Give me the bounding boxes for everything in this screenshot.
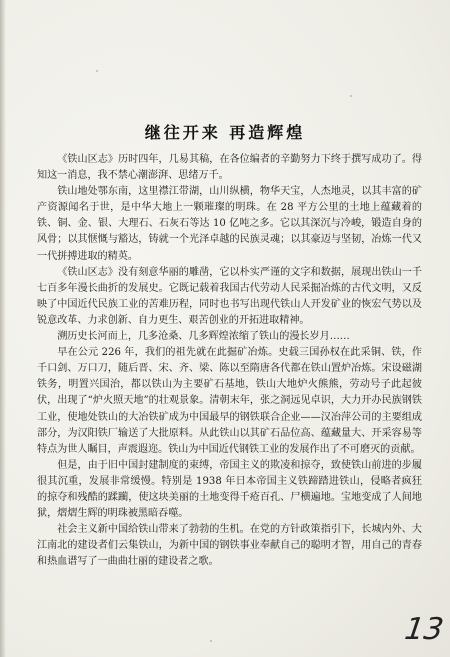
scan-speck [96, 70, 98, 72]
body-text [37, 152, 422, 570]
paragraph: 溯历史长河而上，几多沧桑、几多辉煌浓缩了铁山的漫长岁月…… [57, 331, 350, 343]
paragraph: 但是，由于旧中国封建制度的束缚，帝国主义的欺凌和掠夺，致使铁山前进的步履很其沉重，发展非常缓慢。特别是 1938 年日本帝国主义铁蹄踏进铁山，侵略者疯狂的掠夺和残酷的蹂躏，使这块美丽的土地变得千疮百孔、尸横遍地。宝地变成了人间地狱，熠熠生辉的明珠被黑暗吞噬。 [37, 459, 422, 520]
paragraph: 早在公元 226 年，我们的祖先就在此掘矿冶炼。史载三国孙权在此采铜、铁，作千口剑、万口刀，随后晋、宋、齐、梁、陈以至隋唐各代都在铁山置炉冶炼。宋设磁湖铁务，明置兴国治，都以铁山为主要矿石基地，铁山大地炉火熊熊，劳动号子此起彼伏，出现了“炉火照天地”的壮观景象。清朝末年，张之洞远见卓识，大力开办民族钢铁工业，使地处铁山的大冶铁矿成为中国最早的钢铁联合企业——汉冶萍公司的主要组成部分，为汉阳铁厂输送了大批原料。从此铁山以其矿石品位高、蕴藏量大、开采容易等特点为世人瞩目，声震遐迩。铁山为中国近代钢铁工业的发展作出了不可磨灭的贡献。 [37, 347, 422, 455]
page-edge-shadow [0, 0, 6, 657]
scan-speck [210, 640, 212, 642]
paragraph: 社会主义新中国给铁山带来了勃勃的生机。在党的方针政策指引下，长城内外、大江南北的建设者们云集铁山，为新中国的钢铁事业奉献自己的聪明才智，用自己的青春和热血谱写了一曲曲壮丽的建设者之歌。 [37, 524, 422, 568]
page-title: 继往开来 再造辉煌 [144, 123, 306, 142]
paragraph: 《铁山区志》没有刻意华丽的雕凿，它以朴实严谨的文字和数据，展现出铁山一千七百多年漫长曲折的发展史。它既记载着我国古代劳动人民采掘冶炼的古代文明，又反映了中国近代民族工业的苦难历程，同时也书写出现代铁山人开发矿业的恢宏气势以及锐意改革、力求创新、自力更生、艰苦创业的开拓进取精神。 [37, 266, 422, 326]
page-number: 13 [402, 612, 446, 647]
paragraph: 《铁山区志》历时四年，几易其稿，在各位编者的辛勤努力下终于撰写成功了。得知这一消息，我不禁心潮澎湃、思绪万千。 [37, 154, 422, 182]
paragraph: 铁山地处鄂东南，这里襟江带湖，山川纵横，物华天宝，人杰地灵，以其丰富的矿产资源闻名于世，是中华大地上一颗璀璨的明珠。在 28 平方公里的土地上蕴藏着的铁、铜、金、银、大理石、石灰石等达 10 亿吨之多。它以其深沉与冷峻，锻造自身的风骨；以其惬慨与豁达，铸就一个光泽卓越的民族灵魂；以其豪迈与坚韧，冶炼一代又一代拼搏进取的精英。 [37, 186, 422, 262]
scan-speck [350, 95, 352, 97]
